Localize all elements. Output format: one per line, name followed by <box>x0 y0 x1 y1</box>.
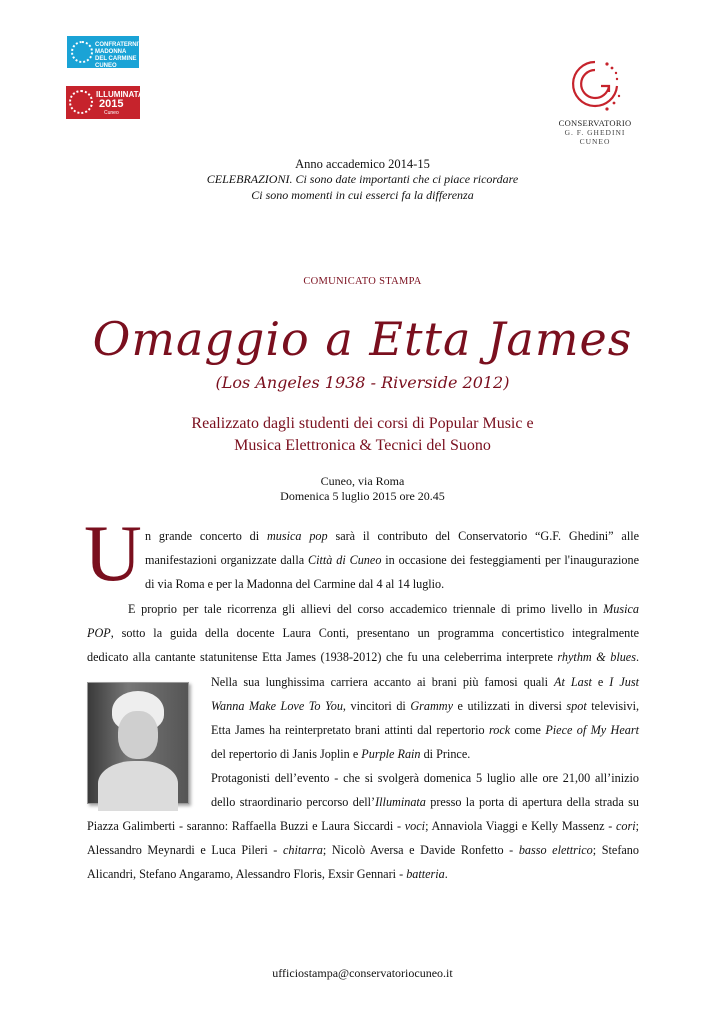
credits-line-2: Musica Elettronica & Tecnici del Suono <box>234 437 491 454</box>
paragraph-1-line-3: di via Roma e per la Madonna del Carmine dal 4 al 14 luglio. <box>145 577 445 591</box>
motto-line-1: CELEBRAZIONI. Ci sono date importanti che ci piace ricordare <box>206 172 519 186</box>
conservatorio-emblem-icon <box>567 56 623 116</box>
paragraph-3-line-1: Nella sua lunghissima carriera accanto ai brani più famosi quali At Last e I Just <box>211 675 639 689</box>
madonna-del-carmine-logo: CONFRATERNITA MADONNA DEL CARMINE CUNEO <box>67 36 139 68</box>
page-title: Omaggio a Etta James <box>92 312 633 366</box>
conservatorio-logo <box>555 56 635 158</box>
conservatorio-subname: G. F. GHEDINI <box>564 128 626 137</box>
etta-james-photo <box>87 682 189 804</box>
paragraph-3-line-4: del repertorio di Janis Joplin e Purple Rain di Prince. <box>211 747 471 761</box>
press-release-label: COMUNICATO STAMPA <box>303 276 422 287</box>
credits-line-1: Realizzato dagli studenti dei corsi di Popular Music e <box>191 415 534 432</box>
paragraph-2-line-1: E proprio per tale ricorrenza gli allievi del corso accademico triennale di primo livello in Musica <box>128 602 639 616</box>
subtitle-dates: (Los Angeles 1938 - Riverside 2012) <box>215 373 510 392</box>
paragraph-4-line-3: Piazza Galimberti - saranno: Raffaella Buzzi e Laura Siccardi - voci; Annaviola Viaggi e Kelly Massenz - cori; <box>87 819 639 833</box>
event-place: Cuneo, via Roma <box>320 474 405 488</box>
drop-cap: U <box>84 510 142 598</box>
paragraph-2-line-2: POP, sotto la guida della docente Laura Conti, presentano un programma concertistico integralmente <box>87 626 639 640</box>
motto-line-2: Ci sono momenti in cui esserci fa la differenza <box>251 188 474 202</box>
academic-year: Anno accademico 2014-15 <box>295 157 430 171</box>
paragraph-4-line-5: Alicandri, Stefano Angaramo, Alessandro Floris, Exsir Gennari - batteria. <box>87 867 448 881</box>
paragraph-4-line-1: Protagonisti dell’evento - che si svolgerà domenica 5 luglio alle ore 21,00 all’inizio <box>211 771 639 785</box>
event-date: Domenica 5 luglio 2015 ore 20.45 <box>280 489 445 503</box>
paragraph-4-line-4: Alessandro Meynardi e Luca Pileri - chitarra; Nicolò Aversa e Davide Ronfetto - basso elettrico; Stefano <box>87 843 639 857</box>
paragraph-1-line-1: n grande concerto di musica pop sarà il contributo del Conservatorio “G.F. Ghedini” alle <box>145 529 640 543</box>
paragraph-1-line-2: manifestazioni organizzate dalla Città di Cuneo in occasione dei festeggiamenti per l'inaugurazione <box>145 553 639 567</box>
conservatorio-name: CONSERVATORIO <box>558 118 632 128</box>
conservatorio-city: CUNEO <box>579 137 611 146</box>
illuminata-2015-logo: ILLUMINATA 2015 Cuneo <box>66 86 140 119</box>
paragraph-2-line-3: dedicato alla cantante statunitense Etta James (1938-2012) che fu una celeberrima interprete rhythm & blues. <box>87 650 639 664</box>
paragraph-3-line-2: Wanna Make Love To You, vincitori di Grammy e utilizzati in diversi spot televisivi, <box>211 699 639 713</box>
footer-email[interactable]: ufficiostampa@conservatoriocuneo.it <box>272 966 453 980</box>
paragraph-4-line-2: dello straordinario percorso dell’Illuminata presso la porta di apertura della strada su <box>211 795 640 809</box>
paragraph-3-line-3: Etta James ha reinterpretato brani attinti dal repertorio rock come Piece of My Heart <box>211 723 639 737</box>
